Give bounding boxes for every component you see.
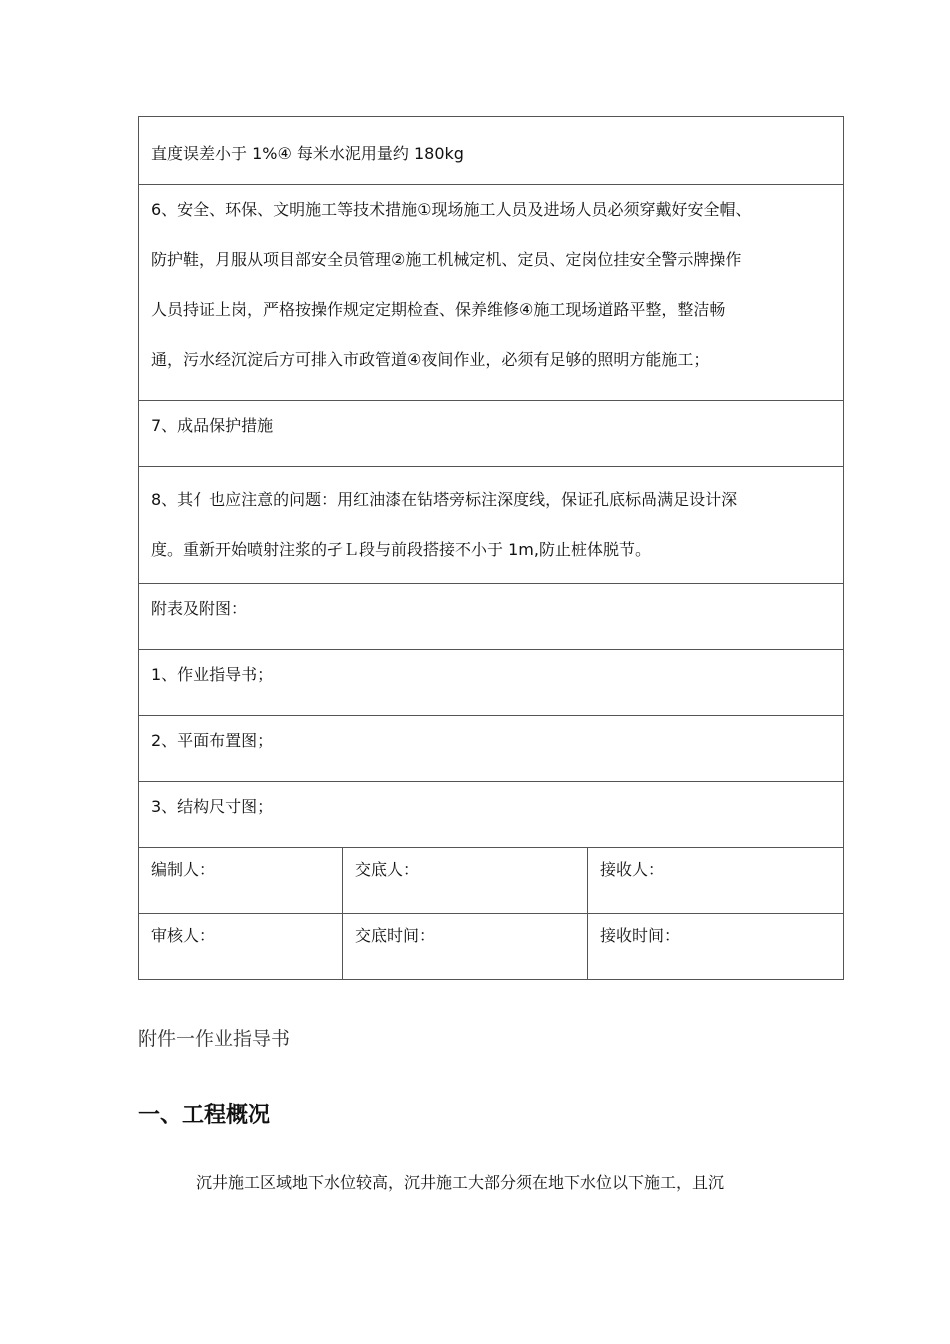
table-row <box>139 650 844 716</box>
signature-row <box>139 914 844 980</box>
cell-safety-measures <box>139 185 844 401</box>
table-row <box>139 584 844 650</box>
cell-attachment-3 <box>139 782 844 848</box>
sign-cell-disclosure-time: 交底时间： <box>343 914 588 980</box>
sign-cell-discloser: 交底人： <box>343 848 588 914</box>
cell-text-line: 通，污水经沉淀后方可排入市政管道④夜间作业，必须有足够的照明方能施工； <box>151 350 710 369</box>
sign-cell-receiver: 接收人： <box>588 848 844 914</box>
cell-text: 直度误差小于 1%④ 每米水泥用量约 180kg <box>151 144 464 163</box>
cell-attachment-1 <box>139 650 844 716</box>
cell-text-line: 8、其亻也应注意的问题：用红油漆在钻塔旁标注深度线，保证孔底标咼满足设计深 <box>151 490 738 509</box>
cell-text: 7、成品保护措施 <box>151 416 274 435</box>
cell-text-line: 6、安全、环保、文明施工等技术措施①现场施工人员及进场人员必须穿戴好安全帽、 <box>151 200 752 219</box>
cell-text: 附表及附图： <box>151 599 248 618</box>
cell-text: 1、作业指导书； <box>151 665 274 684</box>
technical-disclosure-table <box>138 116 844 980</box>
table-row <box>139 117 844 185</box>
sign-cell-receive-time: 接收时间： <box>588 914 844 980</box>
table-row <box>139 401 844 467</box>
cell-text: 2、平面布置图； <box>151 731 274 750</box>
cell-verticality-cement <box>139 117 844 185</box>
cell-text-line: 度。重新开始喷射注浆的孑Ｌ段与前段搭接不小于 1m,防止桩体脱节。 <box>151 540 651 559</box>
sign-cell-reviewer: 审核人： <box>139 914 343 980</box>
cell-attachments-heading <box>139 584 844 650</box>
cell-other-notes <box>139 467 844 584</box>
cell-text-line: 防护鞋，月服从项目部安全员管理②施工机械定机、定员、定岗位挂安全警示牌操作 <box>151 250 742 269</box>
table-row <box>139 185 844 401</box>
cell-product-protection <box>139 401 844 467</box>
table-row <box>139 716 844 782</box>
signature-row <box>139 848 844 914</box>
section-heading: 一、工程概况 <box>138 1103 271 1128</box>
annex-title: 附件一作业指导书 <box>138 1028 291 1050</box>
table-row <box>139 782 844 848</box>
cell-text-line: 人员持证上岗，严格按操作规定定期检查、保养维修④施工现场道路平整，整洁畅 <box>151 300 726 319</box>
table-row <box>139 467 844 584</box>
cell-attachment-2 <box>139 716 844 782</box>
body-paragraph: 沉井施工区域地下水位较高，沉井施工大部分须在地下水位以下施工，且沉 <box>196 1173 725 1192</box>
sign-cell-compiler: 编制人： <box>139 848 343 914</box>
cell-text: 3、结构尺寸图； <box>151 797 274 816</box>
